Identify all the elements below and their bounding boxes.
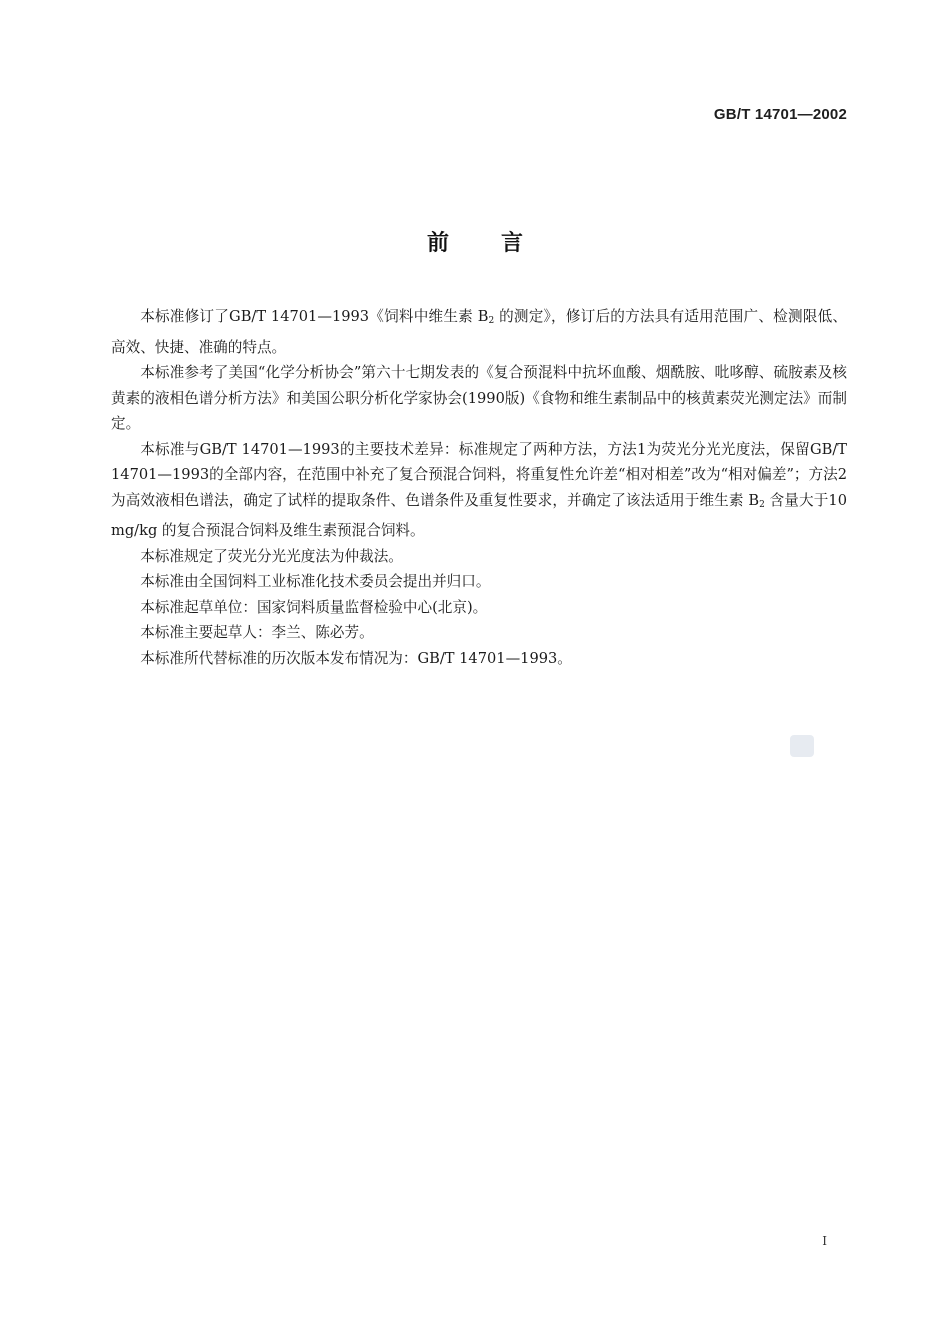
watermark-logo [790, 735, 814, 757]
paragraph-history: 本标准所代替标准的历次版本发布情况为：GB/T 14701—1993。 [140, 649, 572, 667]
standard-number: GB/T 14701—2002 [713, 106, 847, 123]
paragraph-arbitration: 本标准规定了荧光分光光度法为仲裁法。 [140, 547, 403, 565]
subscript: 2 [488, 316, 495, 326]
paragraph-revision-text-a: 本标准修订了GB/T 14701—1993《饲料中维生素 B [140, 308, 489, 325]
paragraph-differences [111, 437, 847, 544]
paragraph-proposer: 本标准由全国饲料工业标准化技术委员会提出并归口。 [140, 573, 491, 590]
page-title: 前言 [426, 231, 575, 256]
paragraph-revision [111, 304, 847, 360]
paragraph-revision-text-b: 的测定》，修订后的方法具有适用范围广、检测限低、高效、快捷、准确的特点。 [111, 308, 847, 356]
paragraph-drafters: 本标准主要起草人：李兰、陈必芳。 [140, 624, 374, 641]
foreword-body [111, 304, 847, 671]
paragraph-differences-text-a: 本标准与GB/T 14701—1993的主要技术差异：标准规定了两种方法，方法1为荧光分光光度法，保留GB/T 14701—1993的全部内容，在范围中补充了复合预混合饲料，将重复性允许差“相对相差”改为“相对偏差”；方法2为高效液相色谱法，确定了试样的提取条件、色谱条件及重复性要求，并确定了该法适用于维生素 B [111, 440, 847, 509]
subscript: 2 [759, 499, 765, 510]
paragraph-references: 本标准参考了美国“化学分析协会”第六十七期发表的《复合预混料中抗坏血酸、烟酰胺、吡哆醇、硫胺素及核黄素的液相色谱分析方法》和美国公职分析化学家协会(1990版)《食物和维生素制品中的核黄素荧光测定法》而制定。 [111, 364, 847, 432]
paragraph-differences-text-b: 含量大于10 mg/kg 的复合预混合饲料及维生素预混合饲料。 [111, 491, 847, 539]
paragraph-drafting-unit: 本标准起草单位：国家饲料质量监督检验中心(北京)。 [140, 598, 488, 616]
page-number: I [822, 1234, 827, 1248]
